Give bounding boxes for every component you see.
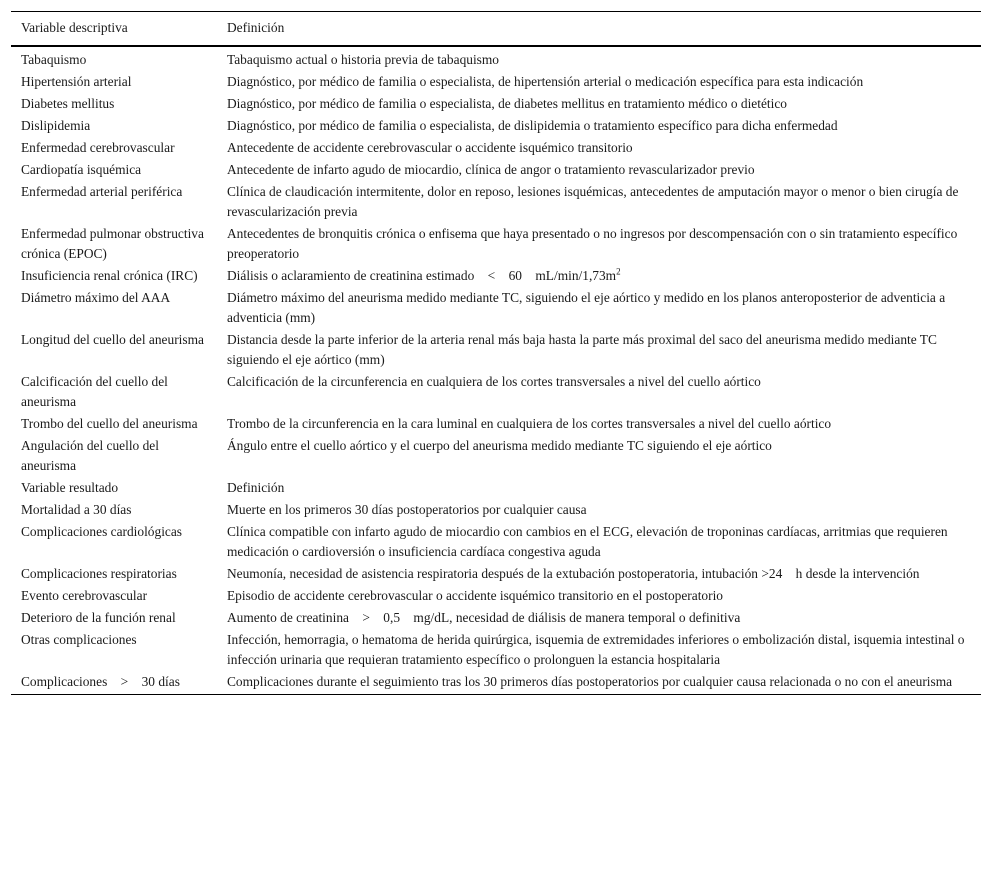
row-variable: Calcificación del cuello del aneurisma — [21, 374, 168, 409]
table-row — [11, 499, 981, 521]
row-definition — [217, 499, 981, 521]
row-definition — [217, 671, 981, 695]
header-variable: Variable descriptiva — [21, 20, 128, 35]
row-definition — [217, 115, 981, 137]
table-row — [11, 46, 981, 71]
row-definition — [217, 137, 981, 159]
table-row — [11, 607, 981, 629]
row-variable: Diabetes mellitus — [21, 96, 115, 111]
definition-text: Diagnóstico, por médico de familia o especialista, de hipertensión arterial o medicación específica para esta indicación — [227, 74, 864, 89]
row-definition — [217, 435, 981, 477]
definition-text: Clínica compatible con infarto agudo de miocardio con cambios en el ECG, elevación de troponinas cardíacas, arritmias que requieren medicación o cardioversión o insuficiencia cardíaca congestiva aguda — [227, 524, 948, 559]
row-variable: Variable resultado — [21, 480, 119, 495]
table-row — [11, 477, 981, 499]
row-definition — [217, 607, 981, 629]
row-variable: Dislipidemia — [21, 118, 91, 133]
table-row — [11, 585, 981, 607]
row-variable: Complicaciones respiratorias — [21, 566, 177, 581]
row-variable: Trombo del cuello del aneurisma — [21, 416, 198, 431]
table-header — [11, 12, 981, 47]
row-definition — [217, 71, 981, 93]
table-row — [11, 93, 981, 115]
row-variable: Otras complicaciones — [21, 632, 137, 647]
definitions-table-container — [11, 11, 981, 695]
row-variable: Mortalidad a 30 días — [21, 502, 132, 517]
table-row — [11, 563, 981, 585]
row-variable: Angulación del cuello del aneurisma — [21, 438, 159, 473]
table-row — [11, 71, 981, 93]
definition-text: Muerte en los primeros 30 días postoperatorios por cualquier causa — [227, 502, 587, 517]
row-definition — [217, 371, 981, 413]
row-variable: Enfermedad pulmonar obstructiva crónica (EPOC) — [21, 226, 204, 261]
definition-text: Diagnóstico, por médico de familia o especialista, de dislipidemia o tratamiento específico para dicha enfermedad — [227, 118, 838, 133]
table-row — [11, 137, 981, 159]
header-definition: Definición — [227, 20, 285, 35]
row-variable: Cardiopatía isquémica — [21, 162, 142, 177]
row-variable: Evento cerebrovascular — [21, 588, 148, 603]
row-variable: Complicaciones cardiológicas — [21, 524, 183, 539]
row-definition — [217, 521, 981, 563]
table-body — [11, 46, 981, 695]
row-variable: Diámetro máximo del AAA — [21, 290, 171, 305]
row-definition — [217, 585, 981, 607]
definition-text: Ángulo entre el cuello aórtico y el cuerpo del aneurisma medido mediante TC siguiendo el eje aórtico — [227, 438, 772, 453]
table-row — [11, 371, 981, 413]
table-row — [11, 629, 981, 671]
table-row — [11, 329, 981, 371]
definition-text: Definición — [227, 480, 285, 495]
table-row — [11, 287, 981, 329]
definition-text: Diálisis o aclaramiento de creatinina estimado < 60 mL/min/1,73m — [227, 268, 617, 283]
row-definition — [217, 477, 981, 499]
row-variable: Longitud del cuello del aneurisma — [21, 332, 204, 347]
definition-text: Antecedentes de bronquitis crónica o enfisema que haya presentado o no ingresos por descompensación con o sin tratamiento específico preoperatorio — [227, 226, 958, 261]
row-definition — [217, 287, 981, 329]
table-row — [11, 159, 981, 181]
row-definition — [217, 93, 981, 115]
header-row — [11, 12, 981, 47]
table-row — [11, 181, 981, 223]
row-variable: Deterioro de la función renal — [21, 610, 176, 625]
row-variable: Enfermedad arterial periférica — [21, 184, 183, 199]
row-variable: Insuficiencia renal crónica (IRC) — [21, 268, 198, 283]
table-row — [11, 435, 981, 477]
row-definition — [217, 329, 981, 371]
table-row — [11, 413, 981, 435]
definition-text: Trombo de la circunferencia en la cara luminal en cualquiera de los cortes transversales a nivel del cuello aórtico — [227, 416, 832, 431]
definition-text: Distancia desde la parte inferior de la arteria renal más baja hasta la parte más proximal del saco del aneurisma medido mediante TC siguiendo el eje aórtico (mm) — [227, 332, 937, 367]
row-variable: Hipertensión arterial — [21, 74, 132, 89]
definition-text: Antecedente de accidente cerebrovascular o accidente isquémico transitorio — [227, 140, 633, 155]
definition-text: Clínica de claudicación intermitente, dolor en reposo, lesiones isquémicas, antecedentes de amputación mayor o menor o bien cirugía de revascularización previa — [227, 184, 959, 219]
row-definition — [217, 563, 981, 585]
definition-text: Calcificación de la circunferencia en cualquiera de los cortes transversales a nivel del cuello aórtico — [227, 374, 761, 389]
row-definition — [217, 265, 981, 287]
definition-text: Infección, hemorragia, o hematoma de herida quirúrgica, isquemia de extremidades inferiores o embolización distal, isquemia intestinal o infección urinaria que requieran tratamiento específico o prolonguen la estancia hospitalaria — [227, 632, 965, 667]
definitions-table — [11, 11, 981, 695]
table-row — [11, 521, 981, 563]
definition-text: Diámetro máximo del aneurisma medido mediante TC, siguiendo el eje aórtico y medido en los planos anteroposterior de adventicia a adventicia (mm) — [227, 290, 946, 325]
row-definition — [217, 159, 981, 181]
row-definition — [217, 413, 981, 435]
definition-text: Neumonía, necesidad de asistencia respiratoria después de la extubación postoperatoria, intubación >24 h desde la intervención — [227, 566, 920, 581]
definition-text: Antecedente de infarto agudo de miocardio, clínica de angor o tratamiento revascularizador previo — [227, 162, 755, 177]
row-variable: Enfermedad cerebrovascular — [21, 140, 175, 155]
table-row — [11, 115, 981, 137]
row-definition — [217, 181, 981, 223]
table-row — [11, 223, 981, 265]
table-row — [11, 671, 981, 695]
definition-text: Aumento de creatinina > 0,5 mg/dL, necesidad de diálisis de manera temporal o definitiva — [227, 610, 741, 625]
definition-text: Complicaciones durante el seguimiento tras los 30 primeros días postoperatorios por cualquier causa relacionada o no con el aneurisma — [227, 674, 953, 689]
row-definition — [217, 223, 981, 265]
row-variable: Complicaciones > 30 días — [21, 674, 180, 689]
row-variable: Tabaquismo — [21, 52, 87, 67]
definition-text: Diagnóstico, por médico de familia o especialista, de diabetes mellitus en tratamiento médico o dietético — [227, 96, 787, 111]
table-row — [11, 265, 981, 287]
definition-superscript: 2 — [616, 266, 621, 277]
definition-text: Episodio de accidente cerebrovascular o accidente isquémico transitorio en el postoperatorio — [227, 588, 724, 603]
definition-text: Tabaquismo actual o historia previa de tabaquismo — [227, 52, 500, 67]
row-definition — [217, 46, 981, 71]
row-definition — [217, 629, 981, 671]
